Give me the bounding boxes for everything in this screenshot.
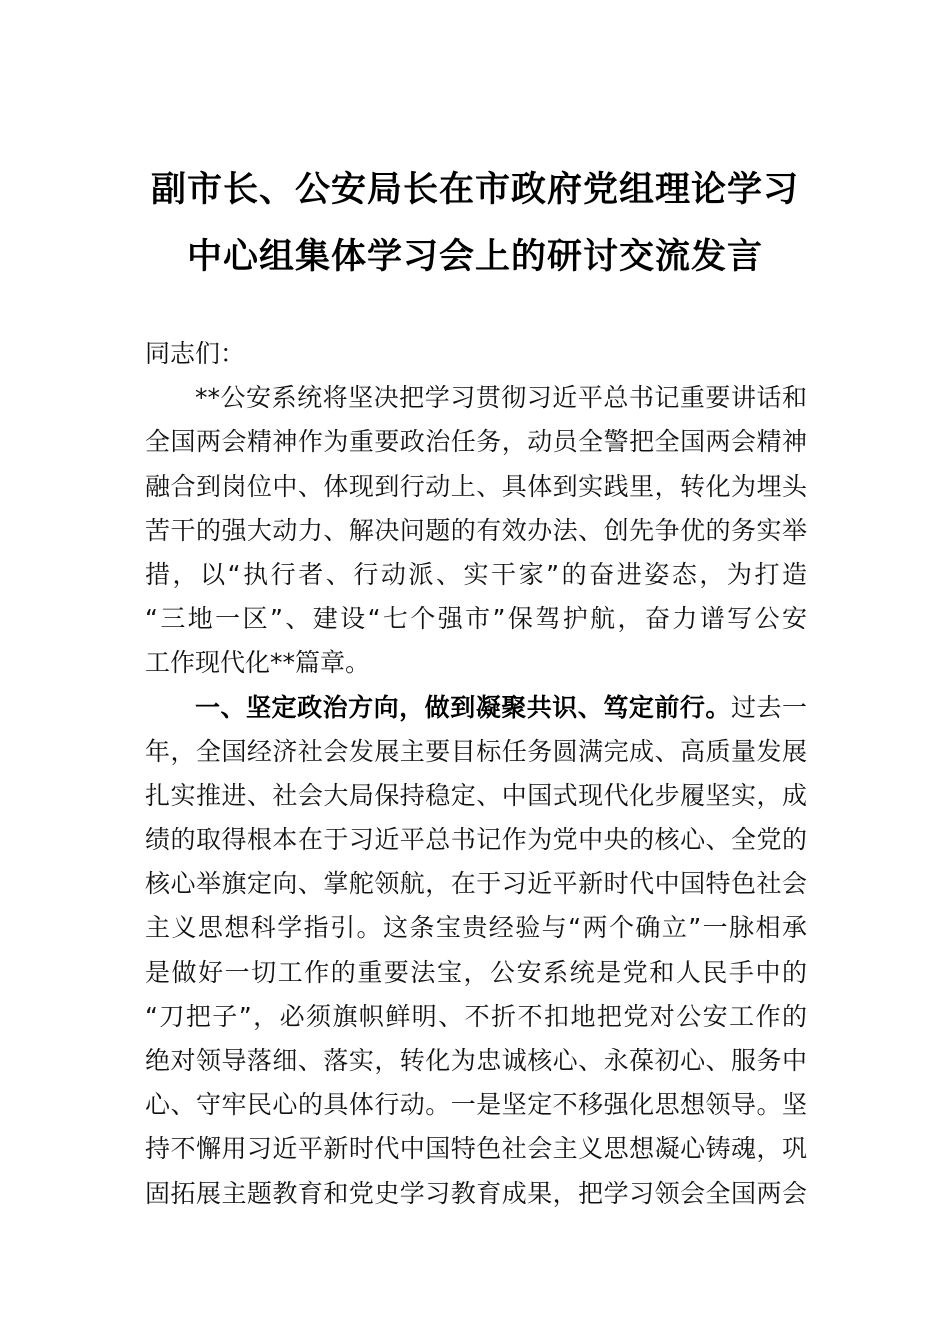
document-title-line-1: 副市长、公安局长在市政府党组理论学习 bbox=[150, 170, 799, 210]
text-line: **公安系统将坚决把学习贯彻习近平总书记重要讲话和 bbox=[195, 383, 807, 413]
text-line: 绝对领导落细、落实，转化为忠诚核心、永葆初心、服务中 bbox=[145, 1046, 807, 1075]
salutation: 同志们： bbox=[145, 339, 246, 368]
text-line: “刀把子”，必须旗帜鲜明、不折不扣地把党对公安工作的 bbox=[145, 1001, 807, 1031]
text-line: 扎实推进、社会大局保持稳定、中国式现代化步履坚实，成 bbox=[145, 780, 807, 810]
text-line: 是做好一切工作的重要法宝，公安系统是党和人民手中的 bbox=[145, 957, 807, 987]
paragraph-intro bbox=[145, 376, 807, 685]
text-line: 年，全国经济社会发展主要目标任务圆满完成、高质量发展 bbox=[145, 736, 807, 766]
document-body bbox=[145, 332, 807, 1216]
text-line: 主义思想科学指引。这条宝贵经验与“两个确立”一脉相承 bbox=[145, 913, 807, 943]
text-line: 苦干的强大动力、解决问题的有效办法、创先争优的务实举 bbox=[145, 515, 807, 545]
text-line: 持不懈用习近平新时代中国特色社会主义思想凝心铸魂，巩 bbox=[145, 1134, 807, 1164]
text-line: 工作现代化**篇章。 bbox=[145, 648, 371, 678]
text-segment: 过去一 bbox=[730, 692, 807, 722]
document-title-line-2: 中心组集体学习会上的研讨交流发言 bbox=[186, 237, 763, 277]
text-line: 融合到岗位中、体现到行动上、具体到实践里，转化为埋头 bbox=[145, 471, 807, 501]
text-line: 措，以“执行者、行动派、实干家”的奋进姿态，为打造 bbox=[145, 559, 807, 589]
text-line: 心、守牢民心的具体行动。一是坚定不移强化思想领导。坚 bbox=[145, 1090, 807, 1120]
text-line: 固拓展主题教育和党史学习教育成果，把学习领会全国两会 bbox=[145, 1178, 807, 1208]
text-line bbox=[145, 686, 807, 730]
text-line: “三地一区”、建设“七个强市”保驾护航，奋力谱写公安 bbox=[145, 604, 807, 634]
section-heading: 一、坚定政治方向，做到凝聚共识、笃定前行。 bbox=[195, 692, 731, 722]
text-line: 核心举旗定向、掌舵领航，在于习近平新时代中国特色社会 bbox=[145, 869, 807, 899]
text-line: 绩的取得根本在于习近平总书记作为党中央的核心、全党的 bbox=[145, 825, 807, 855]
text-line: 全国两会精神作为重要政治任务，动员全警把全国两会精神 bbox=[145, 427, 807, 457]
paragraph-section-one bbox=[145, 686, 807, 1216]
